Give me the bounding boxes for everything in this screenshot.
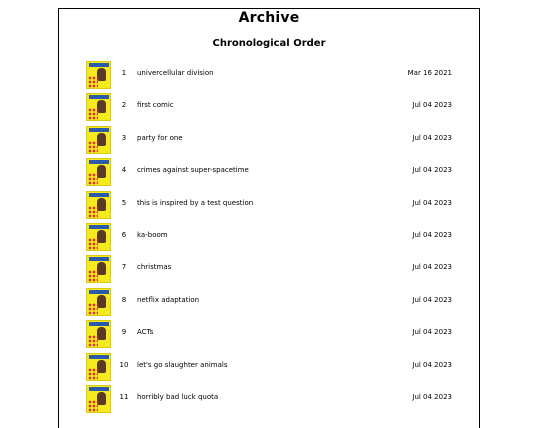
comic-number: 5 <box>121 198 127 207</box>
comic-thumbnail[interactable] <box>86 223 111 251</box>
comic-thumbnail[interactable] <box>86 191 111 219</box>
comic-thumbnail[interactable] <box>86 126 111 154</box>
archive-row[interactable] <box>59 383 479 415</box>
comic-title-link[interactable]: first comic <box>137 101 174 110</box>
comic-date: Mar 16 2021 <box>407 69 452 77</box>
archive-row[interactable] <box>59 351 479 383</box>
archive-row[interactable] <box>59 59 479 91</box>
comic-title-link[interactable]: univercellular division <box>137 69 214 77</box>
comic-date: Jul 04 2023 <box>412 295 452 304</box>
comic-date: Jul 04 2023 <box>412 231 452 239</box>
comic-number: 8 <box>121 295 127 304</box>
comic-title-link[interactable]: party for one <box>137 133 183 142</box>
comic-title-link[interactable]: ACTs <box>137 328 154 337</box>
archive-row[interactable] <box>59 156 479 188</box>
comic-thumbnail[interactable] <box>86 255 111 283</box>
comic-number: 11 <box>119 393 129 401</box>
comic-thumbnail[interactable] <box>86 158 111 186</box>
archive-page <box>58 8 480 428</box>
comic-date: Jul 04 2023 <box>412 393 452 401</box>
comic-thumbnail[interactable] <box>86 385 111 413</box>
comic-date: Jul 04 2023 <box>412 133 452 142</box>
comic-thumbnail[interactable] <box>86 353 111 381</box>
comic-date: Jul 04 2023 <box>412 360 452 369</box>
comic-date: Jul 04 2023 <box>412 263 452 272</box>
comic-title-link[interactable]: this is inspired by a test question <box>137 198 254 207</box>
archive-row[interactable] <box>59 124 479 156</box>
comic-number: 10 <box>119 360 129 369</box>
comic-number: 7 <box>121 263 127 272</box>
comic-title-link[interactable]: netflix adaptation <box>137 295 200 304</box>
comic-thumbnail[interactable] <box>86 288 111 316</box>
page-subtitle: Chronological Order <box>212 38 326 49</box>
comic-date: Jul 04 2023 <box>412 166 452 175</box>
comic-number: 3 <box>121 133 127 142</box>
comic-thumbnail[interactable] <box>86 61 111 89</box>
comic-thumbnail[interactable] <box>86 93 111 121</box>
comic-number: 6 <box>121 231 127 239</box>
page-title: Archive <box>238 10 300 26</box>
archive-row[interactable] <box>59 318 479 350</box>
comic-number: 4 <box>121 166 127 175</box>
comic-title-link[interactable]: christmas <box>137 263 172 272</box>
comic-title-link[interactable]: let's go slaughter animals <box>137 360 228 369</box>
comic-title-link[interactable]: horribly bad luck quota <box>137 393 219 401</box>
comic-number: 1 <box>121 69 127 77</box>
archive-row[interactable] <box>59 189 479 221</box>
archive-row[interactable] <box>59 91 479 123</box>
archive-row[interactable] <box>59 253 479 285</box>
comic-date: Jul 04 2023 <box>412 198 452 207</box>
comic-date: Jul 04 2023 <box>412 101 452 110</box>
comic-date: Jul 04 2023 <box>412 328 452 337</box>
comic-number: 2 <box>121 101 127 110</box>
comic-number: 9 <box>121 328 127 337</box>
archive-row[interactable] <box>59 286 479 318</box>
comic-title-link[interactable]: ka-boom <box>137 231 168 239</box>
comic-thumbnail[interactable] <box>86 320 111 348</box>
archive-row[interactable] <box>59 221 479 253</box>
comic-title-link[interactable]: crimes against super-spacetime <box>137 166 249 175</box>
